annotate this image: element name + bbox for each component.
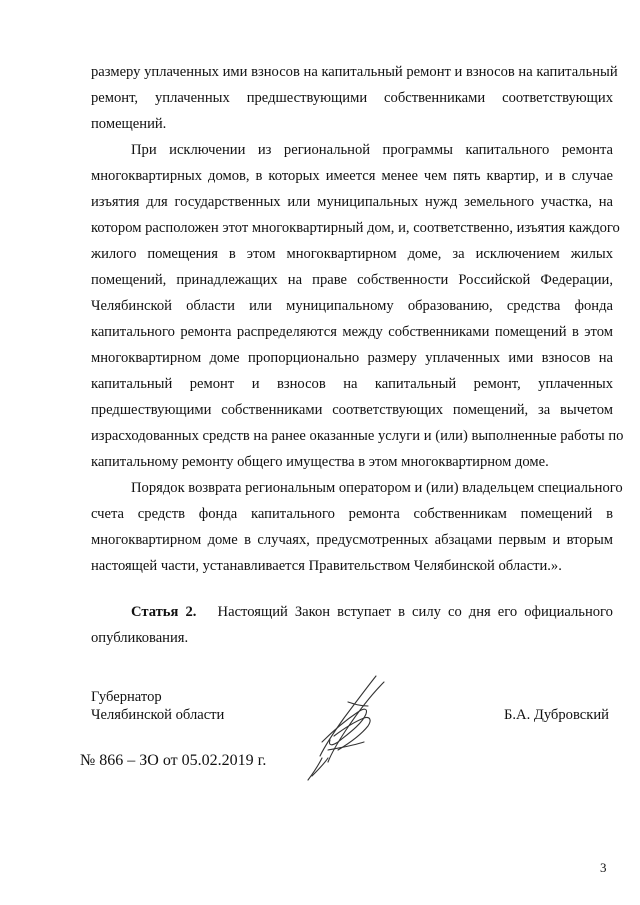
paragraph-2-line-8: капитального ремонта распределяются между собственниками помещений в этом	[91, 324, 613, 340]
paragraph-1-line-2: ремонт, уплаченных предшествующими собственниками соответствующих	[91, 90, 613, 106]
paragraph-1-line-1: размеру уплаченных ими взносов на капитальный ремонт и взносов на капитальный	[91, 64, 618, 80]
paragraph-2-line-7: Челябинской области или муниципальному образованию, средства фонда	[91, 298, 613, 314]
signer-name: Б.А. Дубровский	[504, 707, 609, 723]
paragraph-2-line-9: многоквартирном доме пропорционально размеру уплаченных ими взносов на	[91, 350, 613, 366]
governor-title: Губернатор	[91, 689, 162, 705]
article-2-text: Настоящий Закон вступает в силу со дня его официального	[217, 604, 613, 620]
paragraph-1-line-3: помещений.	[91, 116, 167, 132]
article-2-line-2: опубликования.	[91, 630, 189, 646]
paragraph-2-line-13: капитальному ремонту общего имущества в этом многоквартирном доме.	[91, 454, 549, 470]
paragraph-2-line-2: многоквартирных домов, в которых имеется менее чем пять квартир, и в случае	[91, 168, 613, 184]
paragraph-3-line-4: настоящей части, устанавливается Правительством Челябинской области.».	[91, 558, 562, 574]
handwritten-signature	[298, 672, 394, 784]
paragraph-2-line-10: капитальный ремонт и взносов на капитальный ремонт, уплаченных	[91, 376, 613, 392]
paragraph-2-line-1: При исключении из региональной программы капитального ремонта	[131, 142, 613, 158]
law-number: № 866 – ЗО от 05.02.2019 г.	[80, 752, 267, 769]
article-2-line-1	[131, 602, 613, 622]
article-2-heading: Статья 2.	[131, 604, 197, 620]
paragraph-2-line-5: жилого помещения в этом многоквартирном доме, за исключением жилых	[91, 246, 613, 262]
paragraph-3-line-1: Порядок возврата региональным оператором и (или) владельцем специального	[131, 480, 623, 496]
paragraph-2-line-4: котором расположен этот многоквартирный дом, и, соответственно, изъятия каждого	[91, 220, 620, 236]
paragraph-3-line-3: многоквартирном доме в случаях, предусмотренных абзацами первым и вторым	[91, 532, 613, 548]
paragraph-2-line-6: помещений, принадлежащих на праве собственности Российской Федерации,	[91, 272, 613, 288]
page-number: 3	[600, 860, 607, 875]
governor-region: Челябинской области	[91, 707, 225, 723]
paragraph-2-line-12: израсходованных средств на ранее оказанные услуги и (или) выполненные работы по	[91, 428, 624, 444]
paragraph-2-line-3: изъятия для государственных или муниципальных нужд земельного участка, на	[91, 194, 613, 210]
paragraph-2-line-11: предшествующими собственниками соответствующих помещений, за вычетом	[91, 402, 613, 418]
paragraph-3-line-2: счета средств фонда капитального ремонта собственникам помещений в	[91, 506, 613, 522]
